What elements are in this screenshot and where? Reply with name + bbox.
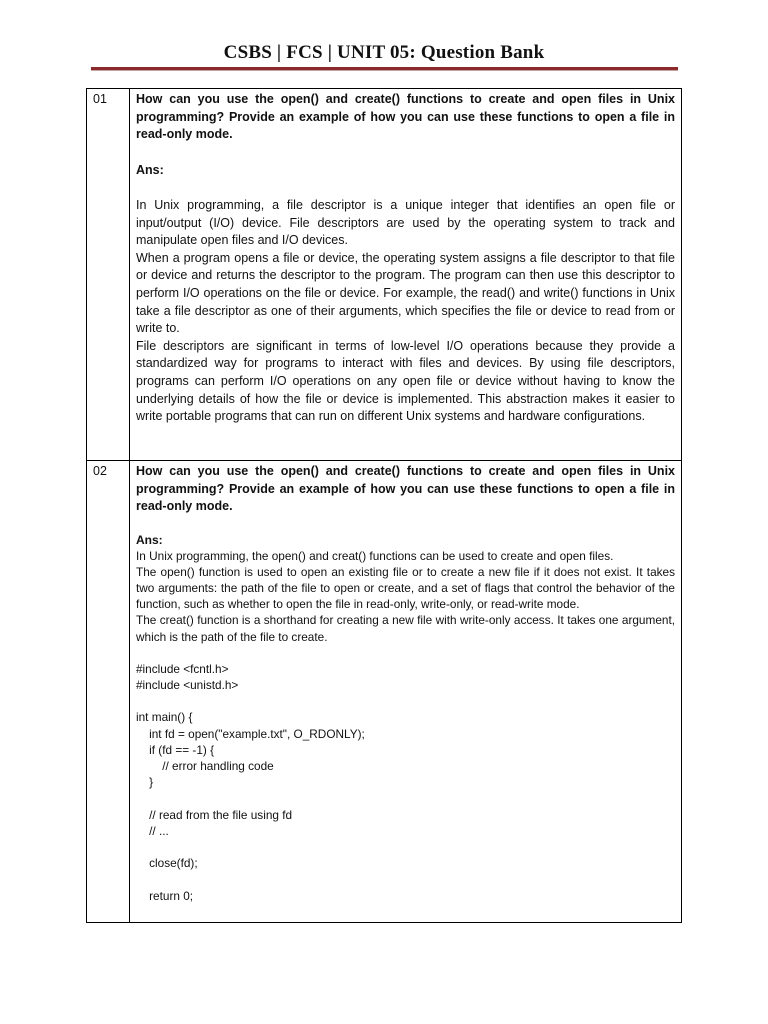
code-line: int main() { <box>136 710 193 725</box>
answer-paragraph: When a program opens a file or device, the operating system assigns a file descriptor to that file or device and returns the descriptor to the program. The program can then use this descriptor to perform I/O operations on the file or device. For example, the read() and write() functions in Unix take a file descriptor as one of their arguments, which specifies the file or device to read from or write to. <box>136 250 675 336</box>
answer-label: Ans: <box>136 532 163 547</box>
answer-label: Ans: <box>136 162 164 177</box>
answer-paragraph: The open() function is used to open an existing file or to create a new file if it does not exist. It takes two arguments: the path of the file to open or create, and a set of flags that control the behavior of the function, such as whether to open the file in read-only, write-only, or read-write mode. <box>136 564 675 612</box>
question-text: How can you use the open() and create() functions to create and open files in Unix programming? Provide an example of how you can use these functions to open a file in read-only mode. <box>136 464 675 513</box>
question-bank-table <box>86 88 682 923</box>
answer-paragraph: The creat() function is a shorthand for creating a new file with write-only access. It takes one argument, which is the path of the file to create. <box>136 613 675 644</box>
code-line: return 0; <box>136 888 194 903</box>
answer-paragraph: In Unix programming, the open() and creat() functions can be used to create and open files. <box>136 548 614 563</box>
question-body <box>130 89 682 461</box>
code-line <box>136 790 675 806</box>
code-line: #include <unistd.h> <box>136 677 239 692</box>
question-body <box>130 461 682 923</box>
code-line: int fd = open("example.txt", O_RDONLY); <box>136 726 365 741</box>
answer-paragraph: File descriptors are significant in terms of low-level I/O operations because they provide a standardized way for programs to interact with files and devices. By using file descriptors, programs can perform I/O operations on any open file or device without having to know the underlying details of how the file or device is implemented. This abstraction makes it easier to write portable programs that can run on different Unix systems and hardware configurations. <box>136 338 675 424</box>
code-line: } <box>136 775 154 790</box>
question-row <box>87 89 682 461</box>
answer-paragraph: In Unix programming, a file descriptor is a unique integer that identifies an open file or input/output (I/O) device. File descriptors are used by the operating system to track and manipulate open files and I/O devices. <box>136 198 675 248</box>
code-line <box>136 871 675 887</box>
code-line: close(fd); <box>136 856 198 871</box>
question-number: 01 <box>87 89 130 461</box>
code-line: // read from the file using fd <box>136 807 293 822</box>
code-line: // ... <box>136 823 169 838</box>
code-line: #include <fcntl.h> <box>136 661 229 676</box>
code-line <box>136 839 675 855</box>
question-text: How can you use the open() and create() functions to create and open files in Unix programming? Provide an example of how you can use these functions to open a file in read-only mode. <box>136 92 675 141</box>
code-line: // error handling code <box>136 758 274 773</box>
question-row <box>87 461 682 923</box>
title-divider <box>91 67 678 71</box>
code-line: if (fd == -1) { <box>136 742 215 757</box>
question-number: 02 <box>87 461 130 923</box>
page-title: CSBS | FCS | UNIT 05: Question Bank <box>223 42 545 63</box>
code-line <box>136 693 675 709</box>
